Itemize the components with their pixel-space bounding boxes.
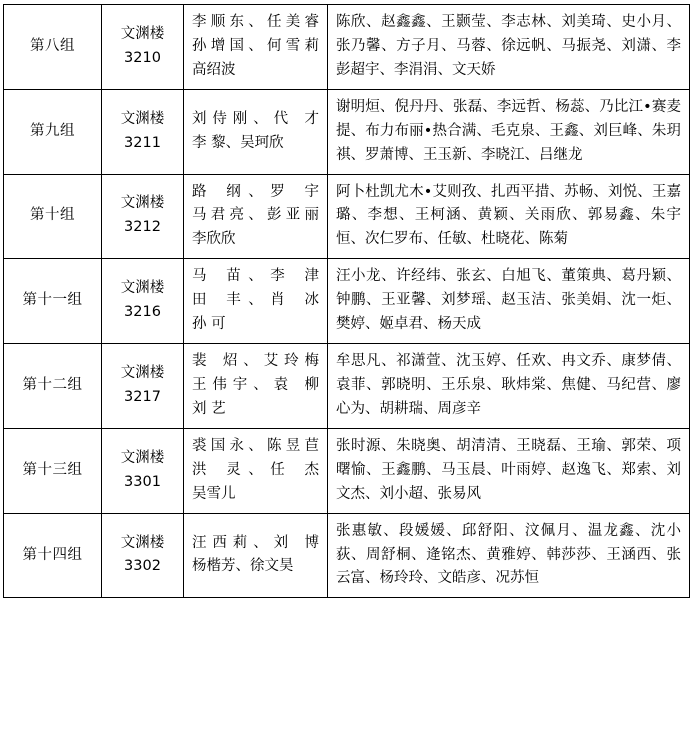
table-body	[4, 5, 690, 598]
leader-line: 杨楷芳、徐文昊	[192, 558, 294, 575]
leader-line: 李顺东、任美睿	[192, 14, 319, 30]
table-row	[4, 5, 690, 90]
room-number: 3217	[124, 388, 161, 405]
group-name-cell: 第十四组	[4, 513, 102, 598]
leader-line: 李欣欣	[192, 231, 236, 248]
leader-line: 马君亮、彭亚丽	[192, 207, 319, 224]
leader-line: 马 苗、李 津	[192, 268, 319, 285]
table-row	[4, 344, 690, 429]
table-row	[4, 259, 690, 344]
leader-line: 孙增国、何雪莉	[192, 37, 319, 54]
members-cell: 张时源、朱晓奥、胡清清、王晓磊、王瑜、郭荣、项曙愉、王鑫鹏、马玉晨、叶雨婷、赵逸飞、郑索、刘文杰、刘小超、张易风	[328, 428, 690, 513]
group-name-cell: 第十组	[4, 174, 102, 259]
members-cell: 陈欣、赵鑫鑫、王颢莹、李志林、刘美琦、史小月、张乃馨、方子月、马蓉、徐远帆、马振尧、刘潇、李彭超宇、李涓涓、文天娇	[328, 5, 690, 90]
leaders-cell	[184, 89, 328, 174]
room-cell	[102, 428, 184, 513]
group-assignment-table	[3, 4, 690, 598]
table-row	[4, 89, 690, 174]
room-line: 文渊楼	[120, 25, 165, 42]
room-number: 3212	[124, 219, 161, 236]
group-name-cell: 第十二组	[4, 344, 102, 429]
members-cell: 阿卜杜凯尤木•艾则孜、扎西平措、苏畅、刘悦、王嘉璐、李想、王柯涵、黄颖、关雨欣、郭易鑫、朱宇恒、次仁罗布、任敏、杜晓花、陈菊	[328, 174, 690, 259]
room-cell	[102, 5, 184, 90]
room-number: 3301	[124, 473, 161, 490]
leader-line: 孙 可	[192, 316, 226, 333]
members-cell: 谢明烜、倪丹丹、张磊、李远哲、杨蕊、乃比江•赛麦提、布力布丽•热合满、毛克泉、王鑫、刘巨峰、朱玥祺、罗萧博、王玉新、李晓江、吕继龙	[328, 89, 690, 174]
leader-line: 吴雪儿	[192, 485, 236, 502]
room-line: 文渊楼	[120, 365, 165, 382]
room-number: 3302	[124, 558, 161, 575]
members-cell: 牟思凡、祁潇萱、沈玉婷、任欢、冉文乔、康梦倩、袁菲、郭晓明、王乐泉、耿炜棠、焦健、马纪营、廖心为、胡耕瑞、周彦辛	[328, 344, 690, 429]
room-cell	[102, 259, 184, 344]
leader-line: 路 纲、罗 宇	[192, 183, 319, 200]
table-row	[4, 513, 690, 598]
room-cell	[102, 344, 184, 429]
room-cell	[102, 174, 184, 259]
leader-line: 裴 炤、艾玲梅	[192, 353, 319, 370]
leader-line: 王伟宇、袁 柳	[192, 376, 319, 393]
group-name-cell: 第八组	[4, 5, 102, 90]
room-cell	[102, 513, 184, 598]
room-line: 文渊楼	[120, 449, 165, 466]
leader-line: 刘 艺	[192, 400, 226, 417]
room-number: 3216	[124, 304, 161, 321]
leaders-cell	[184, 174, 328, 259]
leader-line: 李 黎、吴珂欣	[192, 134, 284, 151]
leader-line: 汪西莉、刘 博	[192, 534, 319, 551]
room-line: 文渊楼	[120, 280, 165, 297]
room-line: 文渊楼	[120, 534, 165, 551]
leaders-cell	[184, 428, 328, 513]
leaders-cell	[184, 259, 328, 344]
group-name-cell: 第十一组	[4, 259, 102, 344]
room-cell	[102, 89, 184, 174]
room-number: 3210	[124, 49, 161, 66]
leader-line: 高绍波	[192, 61, 236, 78]
leaders-cell	[184, 5, 328, 90]
leaders-cell	[184, 513, 328, 598]
leaders-cell	[184, 344, 328, 429]
room-number: 3211	[124, 134, 161, 151]
group-name-cell: 第十三组	[4, 428, 102, 513]
table-row	[4, 174, 690, 259]
leader-line: 洪 灵、任 杰	[192, 461, 319, 478]
room-line: 文渊楼	[120, 195, 165, 212]
table-row	[4, 428, 690, 513]
group-name-cell: 第九组	[4, 89, 102, 174]
members-cell: 张惠敏、段媛媛、邱舒阳、汶佩月、温龙鑫、沈小荻、周舒桐、逄铭杰、黄雅婷、韩莎莎、王涵西、张云富、杨玲玲、文皓彦、况苏恒	[328, 513, 690, 598]
leader-line: 刘侍刚、代 才	[192, 110, 319, 127]
room-line: 文渊楼	[120, 110, 165, 127]
members-cell: 汪小龙、许经纬、张玄、白旭飞、董策典、葛丹颖、钟鹏、王亚馨、刘梦瑶、赵玉洁、张美娟、沈一炬、樊婷、姬卓君、杨天成	[328, 259, 690, 344]
leader-line: 裘国永、陈昱苣	[192, 437, 319, 454]
leader-line: 田 丰、肖 冰	[192, 292, 319, 309]
